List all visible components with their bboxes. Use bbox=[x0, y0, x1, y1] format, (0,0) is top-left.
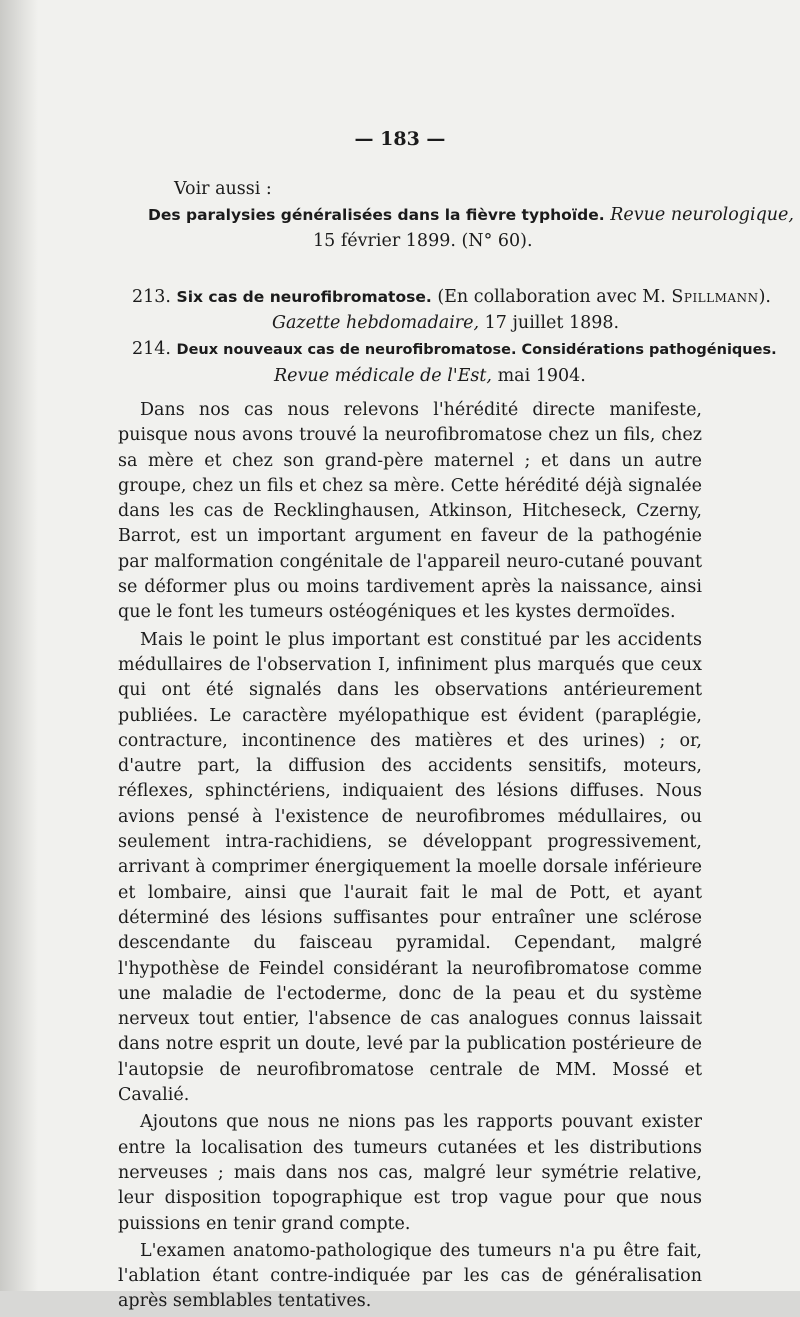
entry-title: Deux nouveaux cas de neurofibromatose. Considérations pathogéniques. bbox=[176, 342, 777, 358]
entry-number: 214. bbox=[132, 339, 171, 359]
entry-number: 213. bbox=[132, 287, 171, 307]
body-paragraph: Dans nos cas nous relevons l'hérédité directe manifeste, puisque nous avons trouvé la neurofibromatose chez un fils, chez sa mère et chez son grand-père maternel ; et dans un autre groupe, chez un fils et chez sa mère. Cette hérédité déjà signalée dans les cas de Recklinghausen, Atkinson, Hitcheseck, Czerny, Barrot, est un important argument en faveur de la pathogénie par malformation congénitale de l'appareil neuro-cutané pouvant se déformer plus ou moins tardivement après la naissance, ainsi que le font les tumeurs ostéogéniques et les kystes dermoïdes. bbox=[118, 400, 702, 623]
entry-source bbox=[132, 363, 702, 389]
entry-line bbox=[132, 284, 771, 310]
entry-collab-suffix: ). bbox=[758, 287, 771, 307]
entry-line bbox=[132, 336, 777, 363]
entry-collab-name: Spillmann bbox=[671, 287, 759, 307]
entry-journal: Revue médicale de l'Est, bbox=[274, 366, 492, 386]
see-also-section bbox=[118, 176, 794, 254]
body-paragraph: L'examen anatomo-pathologique des tumeurs n'a pu être fait, l'ablation étant contre-indiquée par les cas de généralisation après semblables tentatives. bbox=[118, 1240, 702, 1312]
body-paragraph: Ajoutons que nous ne nions pas les rapports pouvant exister entre la localisation des tumeurs cutanées et les distributions nerveuses ; mais dans nos cas, malgré leur symétrie relative, leur disposition topographique est trop vague pour que nous puissions en tenir grand compte. bbox=[118, 1112, 702, 1234]
page-edge-shadow bbox=[0, 0, 38, 1291]
body-paragraph: Mais le point le plus important est constitué par les accidents médullaires de l'observation I, infiniment plus marqués que ceux qui ont été signalés dans les observations antérieurement publiées. Le caractère myélopathique est évident (paraplégie, contracture, incontinence des matières et des urines) ; or, d'autre part, la diffusion des accidents sensitifs, moteurs, réflexes, sphinctériens, indiquaient des lésions diffuses. Nous avions pensé à l'existence de neurofibromes médullaires, ou seulement intra-rachidiens, se développant progressivement, arrivant à comprimer énergiquement la moelle dorsale inférieure et lombaire, ainsi que l'aurait fait le mal de Pott, et ayant déterminé des lésions suffisantes pour entraîner une sclérose descendante du faisceau pyramidal. Cependant, malgré l'hypothèse de Feindel considérant la neurofibromatose comme une maladie de l'ectoderme, donc de la peau et du système nerveux tout entier, l'absence de cas analogues connus laissait dans notre esprit un doute, levé par la publication postérieure de l'autopsie de neurofibromatose centrale de MM. Mossé et Cavalié. bbox=[118, 629, 702, 1106]
see-also-title: Des paralysies généralisées dans la fièvre typhoïde. bbox=[148, 206, 605, 224]
see-also-entry bbox=[118, 202, 794, 228]
bibliography-entry bbox=[132, 336, 777, 389]
bibliography-entry bbox=[132, 284, 771, 336]
entry-date: 17 juillet 1898. bbox=[484, 313, 620, 333]
page-number: — 183 — bbox=[354, 128, 446, 150]
see-also-label: Voir aussi : bbox=[174, 179, 272, 199]
see-also-journal: Revue neurologique, bbox=[610, 205, 794, 225]
entry-journal: Gazette hebdomadaire, bbox=[272, 313, 480, 333]
entry-collab-prefix: (En collaboration avec M. bbox=[437, 287, 666, 307]
entry-date: mai 1904. bbox=[497, 366, 586, 386]
entry-source bbox=[132, 310, 702, 336]
entry-title: Six cas de neurofibromatose. bbox=[176, 288, 432, 306]
see-also-date: 15 février 1899. (N° 60). bbox=[313, 231, 533, 251]
body-text bbox=[118, 398, 702, 1317]
